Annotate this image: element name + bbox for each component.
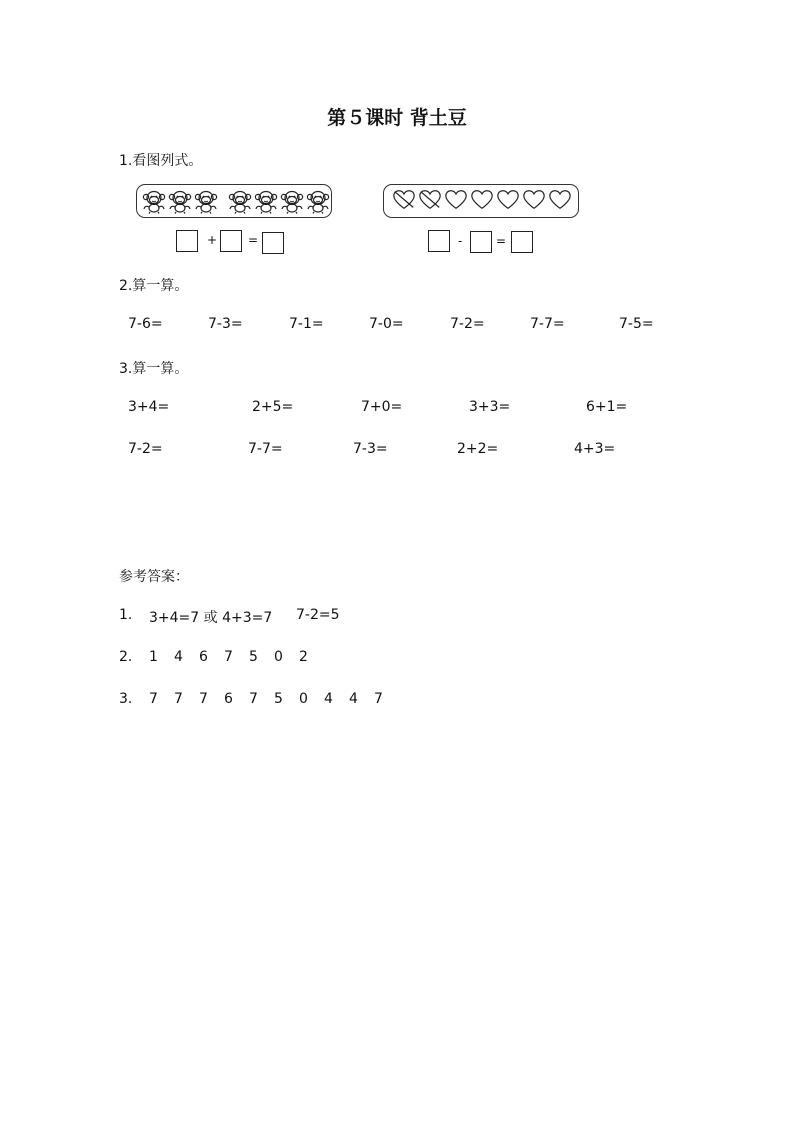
- monkey-icon: [167, 188, 193, 214]
- q3-heading: 3.算一算。: [119, 361, 189, 377]
- answer-value: 2: [299, 649, 308, 665]
- problem: 3+4=: [128, 399, 170, 415]
- answer-text: 3+4=7 或 4+3=7: [149, 610, 273, 626]
- q1-heading: 1.看图列式。: [119, 153, 203, 169]
- page-title: 第５课时 背土豆: [327, 107, 467, 129]
- problem: 7-6=: [128, 316, 163, 332]
- heart-icon: [522, 188, 548, 214]
- answer-box[interactable]: [220, 230, 242, 252]
- monkey-icon: [253, 188, 279, 214]
- problem: 2+5=: [252, 399, 294, 415]
- answer-value: 7: [374, 691, 383, 707]
- problem: 7-3=: [208, 316, 243, 332]
- equals-sign: =: [248, 233, 259, 247]
- monkey-icon: [141, 188, 167, 214]
- answers-heading: 参考答案：: [119, 569, 189, 585]
- answer-number: 3.: [119, 691, 133, 707]
- answer-value: 1: [149, 649, 158, 665]
- answer-value: 7: [174, 691, 183, 707]
- answer-box[interactable]: [262, 232, 284, 254]
- answer-box[interactable]: [428, 230, 450, 252]
- heart-icon: [496, 188, 522, 214]
- answer-box[interactable]: [470, 231, 492, 253]
- heart-icon: [444, 188, 470, 214]
- problem: 3+3=: [469, 399, 511, 415]
- answer-value: 7: [224, 649, 233, 665]
- heart-picture-box: [383, 184, 579, 218]
- answer-value: 4: [324, 691, 333, 707]
- monkey-icon: [193, 188, 219, 214]
- problem: 4+3=: [574, 441, 616, 457]
- answer-box[interactable]: [511, 231, 533, 253]
- heart-icon: [470, 188, 496, 214]
- problem: 7+0=: [361, 399, 403, 415]
- problem: 7-7=: [530, 316, 565, 332]
- monkey-picture-box: [136, 184, 332, 218]
- answer-text: 7-2=5: [296, 607, 340, 623]
- equals-sign: =: [496, 234, 507, 248]
- plus-sign: +: [207, 233, 218, 247]
- problem: 7-1=: [289, 316, 324, 332]
- problem: 7-3=: [353, 441, 388, 457]
- problem: 7-7=: [248, 441, 283, 457]
- q2-heading: 2.算一算。: [119, 278, 189, 294]
- problem: 7-2=: [450, 316, 485, 332]
- answer-value: 0: [274, 649, 283, 665]
- answer-number: 2.: [119, 649, 133, 665]
- problem: 7-2=: [128, 441, 163, 457]
- minus-sign: -: [458, 234, 463, 248]
- answer-value: 7: [149, 691, 158, 707]
- answer-value: 7: [199, 691, 208, 707]
- answer-value: 4: [174, 649, 183, 665]
- heart-icon: [548, 188, 574, 214]
- crossed-heart-icon: [418, 188, 444, 214]
- crossed-heart-icon: [392, 188, 418, 214]
- answer-number: 1.: [119, 607, 133, 623]
- problem: 7-0=: [369, 316, 404, 332]
- answer-value: 6: [199, 649, 208, 665]
- answer-value: 0: [299, 691, 308, 707]
- monkey-icon: [279, 188, 305, 214]
- answer-value: 5: [249, 649, 258, 665]
- problem: 2+2=: [457, 441, 499, 457]
- answer-box[interactable]: [176, 230, 198, 252]
- problem: 6+1=: [586, 399, 628, 415]
- answer-value: 6: [224, 691, 233, 707]
- answer-value: 7: [249, 691, 258, 707]
- answer-value: 5: [274, 691, 283, 707]
- answer-value: 4: [349, 691, 358, 707]
- monkey-icon: [305, 188, 331, 214]
- problem: 7-5=: [619, 316, 654, 332]
- monkey-icon: [227, 188, 253, 214]
